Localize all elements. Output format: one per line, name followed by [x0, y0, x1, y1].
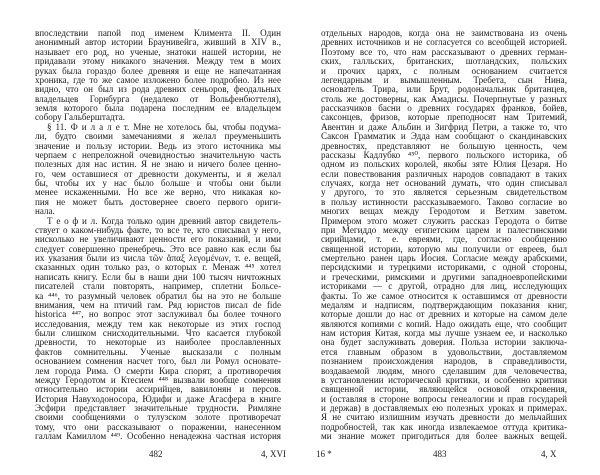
text-line: Саксон Грамматик и Эдда нам сообщают о скандинавских [321, 131, 567, 142]
text-line: легендарным и вымышленным. Требета, сын Нина, [321, 74, 567, 85]
text-line: и прочих царях, с полным основанием считается [321, 65, 567, 76]
text-line: руках была гораздо более древняя и еще не напечатанная [35, 65, 281, 76]
text-line: древностях, представляют не большую ценность, чем [321, 140, 567, 151]
text-line: ли, будто своими замечаниями я желал преуменьшить [35, 131, 281, 142]
text-line: основанием сомнения насчет того, был ли Ромул основате- [35, 356, 281, 367]
text-line: в установлении исторической критики, и особенно критики [321, 374, 567, 385]
text-line: в пользу истинности рассказываемого. Таково согласие во [321, 196, 567, 207]
text-line: Я не считаю излишним изучать древности до мельчайших [321, 412, 567, 423]
text-line: и греческими, римскими и другими западноевропейскими [321, 271, 567, 282]
text-line: древности, то некоторые из наиболее прославленных [35, 337, 281, 348]
text-line: Авентин и даже Альбин и Зигфрид Петри, а также то, что [321, 121, 567, 132]
text-line: столь же достоверны, как Амадисы. Почерпнутые у разных [321, 93, 567, 104]
text-line: персидскими и турецкими историками, с одной стороны, [321, 262, 567, 273]
text-line: анонимный автор истории Браунивейга, живший в XIV в., [35, 37, 281, 48]
text-line: медалям и надписям, подтверждающим показания книг, [321, 299, 567, 310]
text-line: черпаем с непреложной очевидностью значительную часть [35, 149, 281, 160]
text-line: ских, галльских, британских, шотландских, польских [321, 56, 567, 67]
text-line: фактов сомнительны. Ученые высказали с полным [35, 346, 281, 357]
text-line: сказанных один только раз, о которых г. Менаж ⁴⁴⁵ хотел [35, 262, 281, 273]
text-line: исследования, между тем как некоторые из этих господ [35, 318, 281, 329]
text-line: смертельно ранен царь Иосия. Согласие между арабскими, [321, 253, 567, 263]
text-line: лем города Рима. О смерти Кира спорят, а противоречия [35, 365, 281, 376]
sheet-mark: 16 * [316, 449, 332, 459]
text-line: владельцев Горнбурга (недалеко от Вольфенбюттеля), [35, 93, 281, 104]
text-line: саксонцев, фризов, которые преподносят нам Тритемий, [321, 112, 567, 123]
text-line: менее искаженными. Но все же верно, что никакая ко- [35, 187, 281, 198]
text-line: придавали этому никакого значения. Между тем в моих [35, 56, 281, 67]
text-line: подробностей, так как иногда извлекаемое оттуда критика- [321, 421, 567, 432]
left-page-number: 482 [149, 449, 163, 459]
text-line: факты. То же самое относится к оставшимся от древности [321, 290, 567, 301]
text-line: Поэтому все то, что нам рассказывают о древних герман- [321, 46, 567, 57]
text-line: познанием происхождения народов, в справедливости, [321, 356, 567, 367]
text-line: воздаваемой людям, много сделавшим для человечества, [321, 365, 567, 376]
left-page-text [35, 29, 281, 442]
text-line: у другого, то это является серьезным свидетельством [321, 187, 567, 198]
right-signature: 4, X [541, 449, 557, 459]
text-line: бы, чтобы их у нас было больше и чтобы они были [35, 178, 281, 188]
text-line: рассказчиков басни о древних государях франков, бойев, [321, 103, 567, 113]
text-line: и держав) в доставляемых ею полезных уроках и примерах. [321, 403, 567, 413]
text-line: значение и пользу истории. Ведь из этого источника мы [35, 140, 281, 151]
text-line: являются копиями с копий. Надо ожидать еще, что сообщит [321, 318, 567, 329]
text-line: земля которого была подарена последним ее владельцем [35, 103, 281, 113]
text-line: случаях, когда нет оснований думать, что один списывал [321, 178, 567, 188]
text-line: следует совершенно пренебречь. Это все равно как если бы [35, 243, 281, 254]
text-line: впоследствии папой под именем Климента II. Один [35, 28, 281, 38]
text-line: собору Гальберштадта. [35, 112, 126, 123]
text-line: написать книгу. Если бы в наши дни 100 тысяч ничтожных [35, 271, 281, 282]
text-line: нала. [35, 206, 55, 217]
right-page-number: 483 [433, 449, 447, 459]
right-page-text [321, 29, 567, 442]
text-line: галлам Камиллом ⁴⁴⁹. Особенно ненадежна частная история [35, 431, 281, 442]
text-line: историками — с другой, отрадно для лиц, исследующих [321, 281, 567, 292]
text-line: одном из польских королей, якобы зяте Юлия Цезаря. Но [321, 159, 567, 170]
text-line: своими сообщениями о тулузском золоте противоречат [35, 412, 281, 423]
text-line: го, чем оставшиеся от древности документы, и я желал [35, 168, 281, 179]
text-line: были слишком снисходительными. Что касается глубокой [35, 328, 281, 338]
text-line: называет его род, но ученые, знатоки нашей истории, не [35, 46, 281, 57]
text-line: ми знание может пригодиться для более важных вещей. [321, 431, 567, 442]
text-line: если повествования различных народов совпадают в таких [321, 168, 567, 179]
text-line: их указания были из числа τῶν ἅπαξ λεγομένων, т. е. вещей, [35, 253, 281, 263]
text-line: между Геродотом и Ктесием ⁴⁴⁸ вызвали вообще сомнения [35, 374, 281, 385]
text-line: Примером этого может служить рассказ Геродота о битве [321, 215, 567, 226]
text-line: она будет заслуживать доверия. Польза истории заключа- [321, 337, 567, 348]
text-line: относительно истории ассирийцев, вавилонян и персов. [35, 384, 281, 395]
text-line: видно, что он был из рода древних сеньоров, феодальных [35, 84, 281, 95]
text-line: хроника, где то же самое изложено более подробно. Из нее [35, 74, 281, 85]
text-line: отдельных народов, когда она не заимствована из очень [321, 28, 567, 38]
text-line: historica ⁴⁴⁷, но вопрос этот заслуживал бы более точного [35, 309, 281, 320]
text-line: и (оставляя в стороне вопросы генеалогии и прав государей [321, 393, 567, 404]
text-line: которые дошли до нас от древних и которые на самом деле [321, 309, 567, 320]
text-line: священной истории, которую мы получили от евреев, был [321, 243, 567, 254]
text-line: нам история Китая, когда мы лучше узнаем ее, и насколько [321, 328, 567, 338]
text-line: Т е о ф и л. Когда только один древний автор свидетель- [47, 215, 281, 226]
text-line: нисколько не увеличивают ценности его показаний, и ими [35, 234, 281, 245]
text-line: тому, что они рассказывают о поражении, нанесенном [35, 421, 281, 432]
text-line: ется главным образом в удовольствии, доставляемом [321, 346, 567, 357]
text-line: древних источников и не согласуется со всеобщей историей. [321, 37, 567, 48]
text-line: полезных для нас истин. Я не знаю и ничего более ценно- [35, 159, 281, 170]
text-line: внимания, чем на птичий гам. Ряд юристов писал de fide [35, 299, 281, 310]
text-line: сирийцами, т. е. евреями, где, согласно сообщению [321, 234, 567, 245]
text-line: священной истории, являющейся основой откровения, [321, 384, 567, 395]
text-line: многих вещах между Геродотом и Ветхим заветом. [321, 206, 567, 217]
text-line: основатель Трира, или Брут, родоначальник британцев, [321, 84, 567, 95]
text-line: рассказы Кадлубко ⁴⁵⁰, первого польского историка, об [321, 149, 567, 160]
text-line: писателей стали повторять, например, сплетни Больсе- [35, 281, 281, 292]
text-line: § 11. Ф и л а л е т. Мне не хотелось бы, чтобы подума- [47, 121, 281, 132]
left-signature: 4, XVI [261, 449, 286, 459]
text-line: ствует о каком-нибудь факте, то все те, кто списывал у него, [35, 224, 281, 235]
text-line: ка ⁴⁴⁶, то разумный человек обратил бы на это не больше [35, 290, 281, 301]
text-line: Эсфири представляет значительные трудности. Римляне [35, 403, 281, 413]
text-line: История Навуходоносора, Юдифи и даже Агасфера в книге [35, 393, 281, 404]
text-line: пия не может быть достовернее своего первого ориги- [35, 196, 281, 207]
text-line: при Мегиддо между египетским царем и палестинскими [321, 224, 567, 235]
